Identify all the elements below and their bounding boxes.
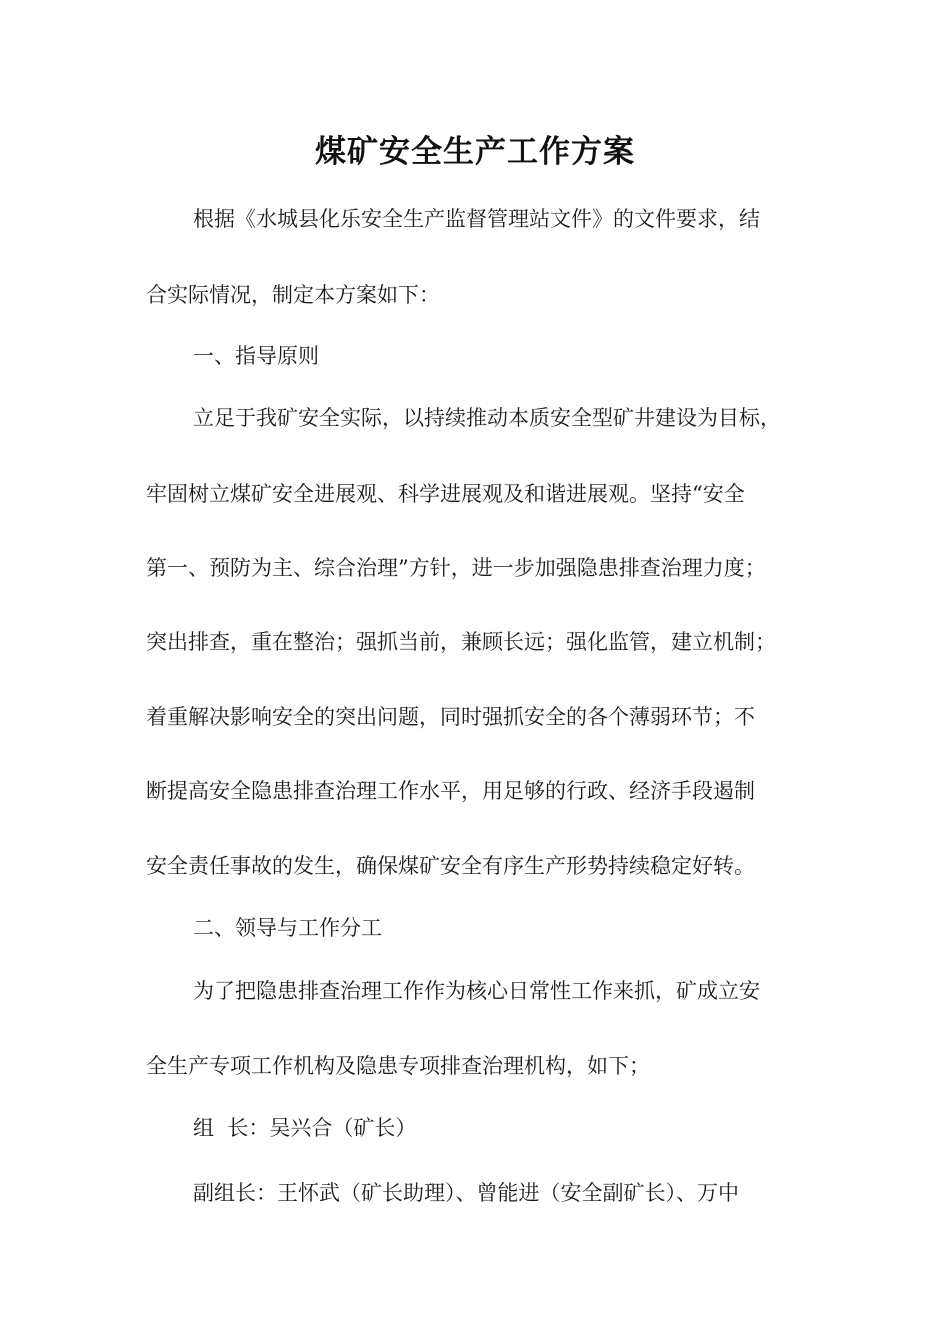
paragraph-leadership-line-2: 全生产专项工作机构及隐患专项排查治理机构，如下； — [146, 1054, 650, 1078]
paragraph-intro-line-2: 合实际情况，制定本方案如下： — [146, 283, 440, 307]
document-title: 煤矿安全生产工作方案 — [315, 134, 635, 170]
team-leader-line: 组 长：吴兴合（矿长） — [193, 1116, 417, 1140]
paragraph-principles-line-7: 安全责任事故的发生，确保煤矿安全有序生产形势持续稳定好转。 — [146, 854, 755, 878]
section-heading-guiding-principles: 一、指导原则 — [193, 344, 319, 368]
deputy-leader-line: 副组长：王怀武（矿长助理）、曾能进（安全副矿长）、万中 — [193, 1181, 739, 1205]
paragraph-principles-line-6: 断提高安全隐患排查治理工作水平，用足够的行政、经济手段遏制 — [146, 779, 755, 803]
paragraph-leadership-line-1: 为了把隐患排查治理工作作为核心日常性工作来抓，矿成立安 — [193, 979, 760, 1003]
paragraph-principles-line-4: 突出排查，重在整治；强抓当前，兼顾长远；强化监管，建立机制； — [146, 630, 776, 654]
paragraph-principles-line-2: 牢固树立煤矿安全进展观、科学进展观及和谐进展观。坚持“安全 — [146, 482, 745, 506]
section-heading-leadership: 二、领导与工作分工 — [193, 916, 382, 940]
paragraph-principles-line-3: 第一、预防为主、综合治理”方针，进一步加强隐患排查治理力度； — [146, 556, 766, 580]
paragraph-principles-line-5: 着重解决影响安全的突出问题，同时强抓安全的各个薄弱环节；不 — [146, 705, 755, 729]
paragraph-principles-line-1: 立足于我矿安全实际，以持续推动本质安全型矿井建设为目标， — [193, 406, 781, 430]
paragraph-intro-line-1: 根据《水城县化乐安全生产监督管理站文件》的文件要求，结 — [193, 207, 760, 231]
